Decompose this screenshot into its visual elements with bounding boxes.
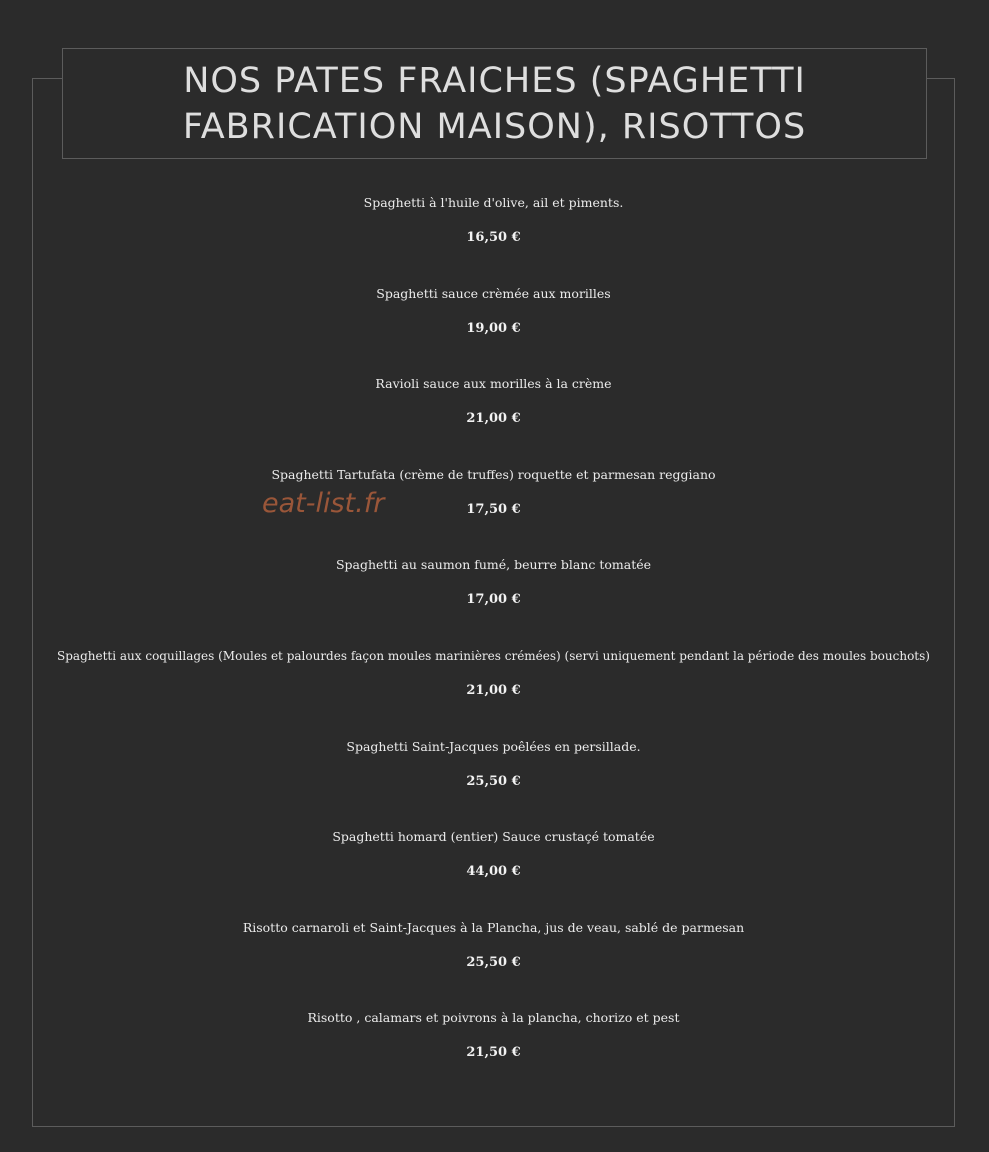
menu-list (32, 180, 955, 1086)
menu-title-box (62, 48, 927, 159)
menu-item-name: Spaghetti à l'huile d'olive, ail et piments. (363, 195, 624, 210)
menu-item-name: Spaghetti homard (entier) Sauce crustaçé tomatée (332, 829, 655, 845)
menu-item (32, 542, 955, 633)
menu-item-name: Spaghetti Saint-Jacques poêlées en persillade. (346, 738, 641, 754)
menu-item (32, 633, 955, 724)
menu-item-price: 21,00 € (466, 682, 521, 698)
menu-item-price: 44,00 € (466, 864, 521, 880)
menu-item (32, 995, 955, 1086)
menu-item-name: Spaghetti sauce crèmée aux morilles (376, 285, 611, 301)
menu-item-name: Risotto , calamars et poivrons à la plancha, chorizo et pest (307, 1010, 680, 1026)
menu-item (32, 814, 955, 905)
menu-item-price: 16,50 € (466, 230, 521, 245)
menu-item-price: 25,50 € (466, 773, 521, 789)
menu-item-price: 21,00 € (466, 411, 521, 427)
menu-item (32, 361, 955, 452)
watermark: eat-list.fr (262, 488, 385, 519)
menu-item (32, 180, 955, 271)
menu-item-price: 21,50 € (466, 1045, 521, 1061)
menu-item-name: Risotto carnaroli et Saint-Jacques à la Plancha, jus de veau, sablé de parmesan (242, 919, 745, 935)
menu-item-name: Spaghetti au saumon fumé, beurre blanc tomatée (335, 557, 652, 573)
menu-item-price: 19,00 € (466, 320, 521, 336)
menu-item-name: Spaghetti aux coquillages (Moules et palourdes façon moules marinières crémées) (servi uniquement pendant la période des moules bouchots) (57, 648, 930, 663)
menu-item-price: 17,00 € (466, 592, 521, 608)
menu-item (32, 905, 955, 996)
menu-item-name: Spaghetti Tartufata (crème de truffes) roquette et parmesan reggiano (271, 466, 716, 482)
menu-item (32, 271, 955, 362)
menu-item (32, 724, 955, 815)
menu-item (32, 452, 955, 543)
menu-item-price: 17,50 € (466, 501, 521, 517)
menu-item-price: 25,50 € (466, 954, 521, 970)
menu-title: NOS PATES FRAICHES (SPAGHETTI FABRICATION MAISON), RISOTTOS (182, 60, 807, 147)
menu-item-name: Ravioli sauce aux morilles à la crème (375, 376, 612, 392)
